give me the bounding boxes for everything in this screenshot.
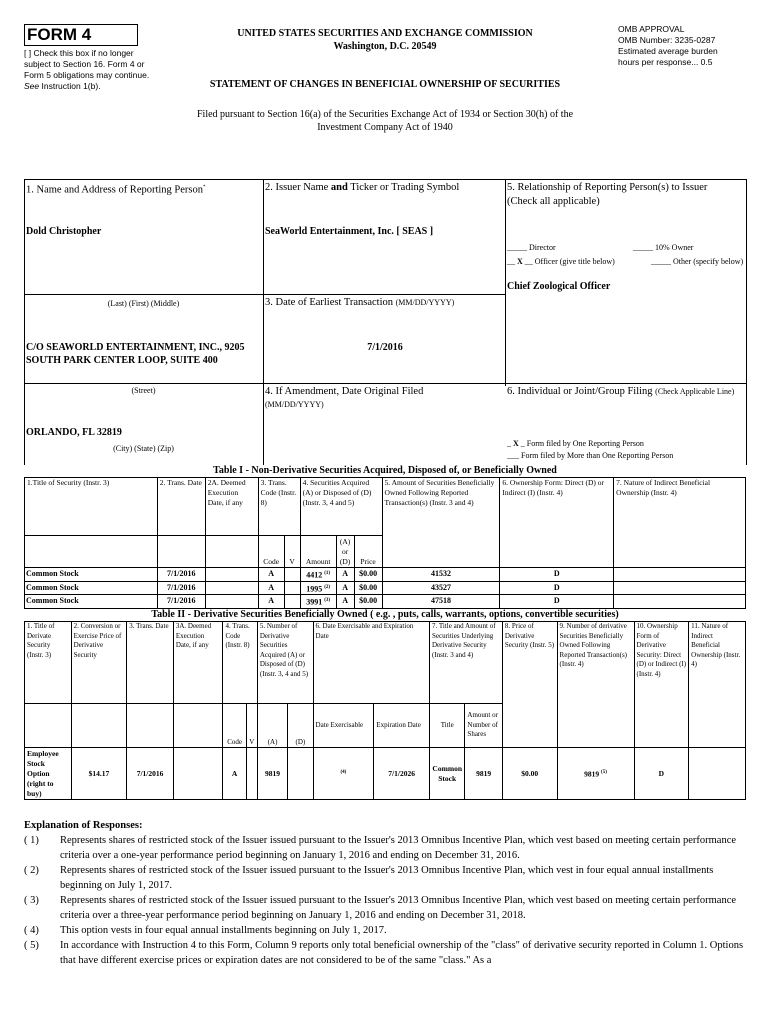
box6-label: 6. Individual or Joint/Group Filing (Check Applicable Line): [507, 386, 735, 397]
footnote: ( 1) Represents shares of restricted stock of the Issuer issued pursuant to the Issuer's 2013 Omnibus Incentive Plan, which vest based on meeting certain performance criteria over a one-year performance period beginning on January 1, 2016 and ending on December 31, 2016.: [24, 835, 737, 861]
t2-col-deemed: 3A. Deemed Execution Date, if any: [173, 622, 223, 704]
table2-header-row: [25, 622, 746, 704]
box2-label: 2. Issuer Name and Ticker or Trading Symbol: [265, 182, 460, 193]
filed-pursuant: Filed pursuant to Section 16(a) of the Securities Exchange Act of 1934 or Section 30(h) of the Investment Company Act of 1940: [196, 109, 574, 133]
t1-col-owned: 5. Amount of Securities Beneficially Owned Following Reported Transaction(s) (Instr. 3 and 4): [382, 478, 500, 568]
earliest-transaction-date: 7/1/2016: [367, 342, 403, 353]
reporting-person-city: ORLANDO, FL 32819: [26, 427, 122, 438]
footnote: ( 5) In accordance with Instruction 4 to this Form, Column 9 reports only total beneficial ownership of the "class" of derivative security reported in Column 1. Options that have different exercise prices or expiration dates are not considered to be of the same "class." As a: [24, 940, 744, 966]
t1-sub-aord: (A) or (D): [336, 536, 354, 568]
reporting-person-name: Dold Christopher: [26, 226, 102, 237]
officer-title: Chief Zoological Officer: [507, 281, 611, 292]
check-box-note: [ ] Check this box if no longer subject to Section 16. Form 4 or Form 5 obligations may continue. See Instruction 1(b).: [24, 48, 150, 91]
table1: [24, 477, 746, 609]
t1-col-date: 2. Trans. Date: [157, 478, 205, 536]
box5-label: 5. Relationship of Reporting Person(s) to Issuer (Check all applicable): [507, 182, 708, 207]
box4-label: 4. If Amendment, Date Original Filed (MM/DD/YYYY): [265, 386, 424, 409]
table1-header-row: [25, 478, 746, 536]
t2-sub-a: (A): [257, 704, 287, 748]
t1-col-nature: 7. Nature of Indirect Beneficial Ownership (Instr. 4): [614, 478, 746, 568]
agency-title: UNITED STATES SECURITIES AND EXCHANGE COMMISSION Washington, D.C. 20549: [237, 28, 533, 52]
table-row: Common Stock 7/1/2016 A 3991 $^{(3)}$ A $0.00 47518 D: [25, 595, 746, 609]
t2-col-date: 3. Trans. Date: [127, 622, 174, 704]
box3-label: 3. Date of Earliest Transaction (MM/DD/YYYY): [265, 297, 455, 308]
t2-col-code: 4. Trans. Code (Instr. 8): [223, 622, 257, 704]
t2-col-number: 5. Number of Derivative Securities Acquired (A) or Disposed of (D) (Instr. 3, 4 and 5): [257, 622, 313, 704]
explanation-of-responses: [24, 818, 746, 968]
table-row: Common Stock 7/1/2016 A 1995 $^{(2)}$ A $0.00 43527 D: [25, 581, 746, 595]
t2-col-title: 1. Title of Derivate Security (Instr. 3): [25, 622, 72, 704]
t2-sub-amount: Amount or Number of Shares: [465, 704, 502, 748]
t2-sub-d: (D): [288, 704, 313, 748]
t1-col-title: 1.Title of Security (Instr. 3): [25, 478, 158, 536]
t2-col-conversion: 2. Conversion or Exercise Price of Derivative Security: [71, 622, 127, 704]
reporting-person-address: C/O SEAWORLD ENTERTAINMENT, INC., 9205 SOUTH PARK CENTER LOOP, SUITE 400: [26, 342, 245, 366]
other-option: _____ Other (specify below): [651, 257, 744, 266]
footnote: ( 3) Represents shares of restricted stock of the Issuer issued pursuant to the Issuer's 2013 Omnibus Incentive Plan, which vest based on meeting certain performance criteria over a three-year performance period beginning on January 1, 2016 and ending on December 31, 2018.: [24, 895, 737, 921]
t1-sub-amount: Amount: [300, 536, 336, 568]
form-title: FORM 4: [24, 24, 138, 46]
name-caption: (Last) (First) (Middle): [107, 299, 180, 308]
t2-col-nature: 11. Nature of Indirect Beneficial Ownership (Instr. 4): [689, 622, 746, 748]
director-option: _____ Director: [507, 243, 556, 252]
t2-sub-expiration: Expiration Date: [374, 704, 430, 748]
t2-sub-exercisable: Date Exercisable: [313, 704, 374, 748]
city-caption: (City) (State) (Zip): [113, 444, 174, 453]
t1-col-deemed: 2A. Deemed Execution Date, if any: [205, 478, 258, 536]
t1-sub-code: Code: [258, 536, 284, 568]
t1-col-securities: 4. Securities Acquired (A) or Disposed of (D) (Instr. 3, 4 and 5): [300, 478, 382, 536]
table-row: Common Stock 7/1/2016 A 4412 $^{(1)}$ A $0.00 41532 D: [25, 568, 746, 582]
omb-approval: OMB APPROVAL OMB Number: 3235-0287 Estimated average burden hours per response... 0.5: [618, 24, 718, 67]
t1-sub-v: V: [284, 536, 300, 568]
t1-col-form: 6. Ownership Form: Direct (D) or Indirect (I) (Instr. 4): [500, 478, 614, 568]
explanation-heading: Explanation of Responses:: [24, 820, 143, 831]
table-row: Employee Stock Option (right to buy) $14.17 7/1/2016 A 9819 $^{(4)}$ 7/1/2026 Common Stock 9819 $0.00 9819 $^{(5)}$ D: [25, 748, 746, 800]
table2: [24, 621, 746, 800]
t1-col-code: 3. Trans. Code (Instr. 8): [258, 478, 300, 536]
t1-sub-price: Price: [354, 536, 382, 568]
one-reporting-person-option: _ X _ Form filed by One Reporting Person: [507, 439, 644, 448]
t2-col-underlying: 7. Title and Amount of Securities Underlying Derivative Security (Instr. 3 and 4): [429, 622, 502, 704]
t2-sub-title: Title: [429, 704, 464, 748]
t2-sub-code: Code: [223, 704, 246, 748]
t2-col-owned: 9. Number of derivative Securities Beneficially Owned Following Reported Transaction(s) (Instr. 4): [557, 622, 634, 748]
statement-title: STATEMENT OF CHANGES IN BENEFICIAL OWNERSHIP OF SECURITIES: [209, 79, 561, 90]
table2-caption: Table II - Derivative Securities Beneficially Owned ( e.g. , puts, calls, warrants, options, convertible securities): [151, 609, 619, 620]
t2-sub-v: V: [246, 704, 257, 748]
t2-col-form: 10. Ownership Form of Derivative Security: Direct (D) or Indirect (I) (Instr. 4): [634, 622, 689, 748]
ten-percent-owner-option: _____ 10% Owner: [633, 243, 694, 252]
footnote: ( 2) Represents shares of restricted stock of the Issuer issued pursuant to the Issuer's 2013 Omnibus Incentive Plan, which vest in four equal annual installments beginning on July 1, 2017.: [24, 865, 714, 891]
more-reporting-persons-option: ___ Form filed by More than One Reporting Person: [507, 451, 674, 460]
issuer-name: SeaWorld Entertainment, Inc. [ SEAS ]: [265, 226, 434, 237]
t2-col-exercisable: 6. Date Exercisable and Expiration Date: [313, 622, 429, 704]
street-caption: (Street): [131, 386, 156, 395]
officer-option: __ X __ Officer (give title below): [507, 257, 615, 266]
footnote: ( 4) This option vests in four equal annual installments beginning on July 1, 2017.: [24, 925, 387, 936]
t2-col-price: 8. Price of Derivative Security (Instr. 5): [502, 622, 557, 748]
box1-label: 1. Name and Address of Reporting Person*: [26, 184, 206, 196]
table1-caption: Table I - Non-Derivative Securities Acquired, Disposed of, or Beneficially Owned: [213, 465, 557, 476]
